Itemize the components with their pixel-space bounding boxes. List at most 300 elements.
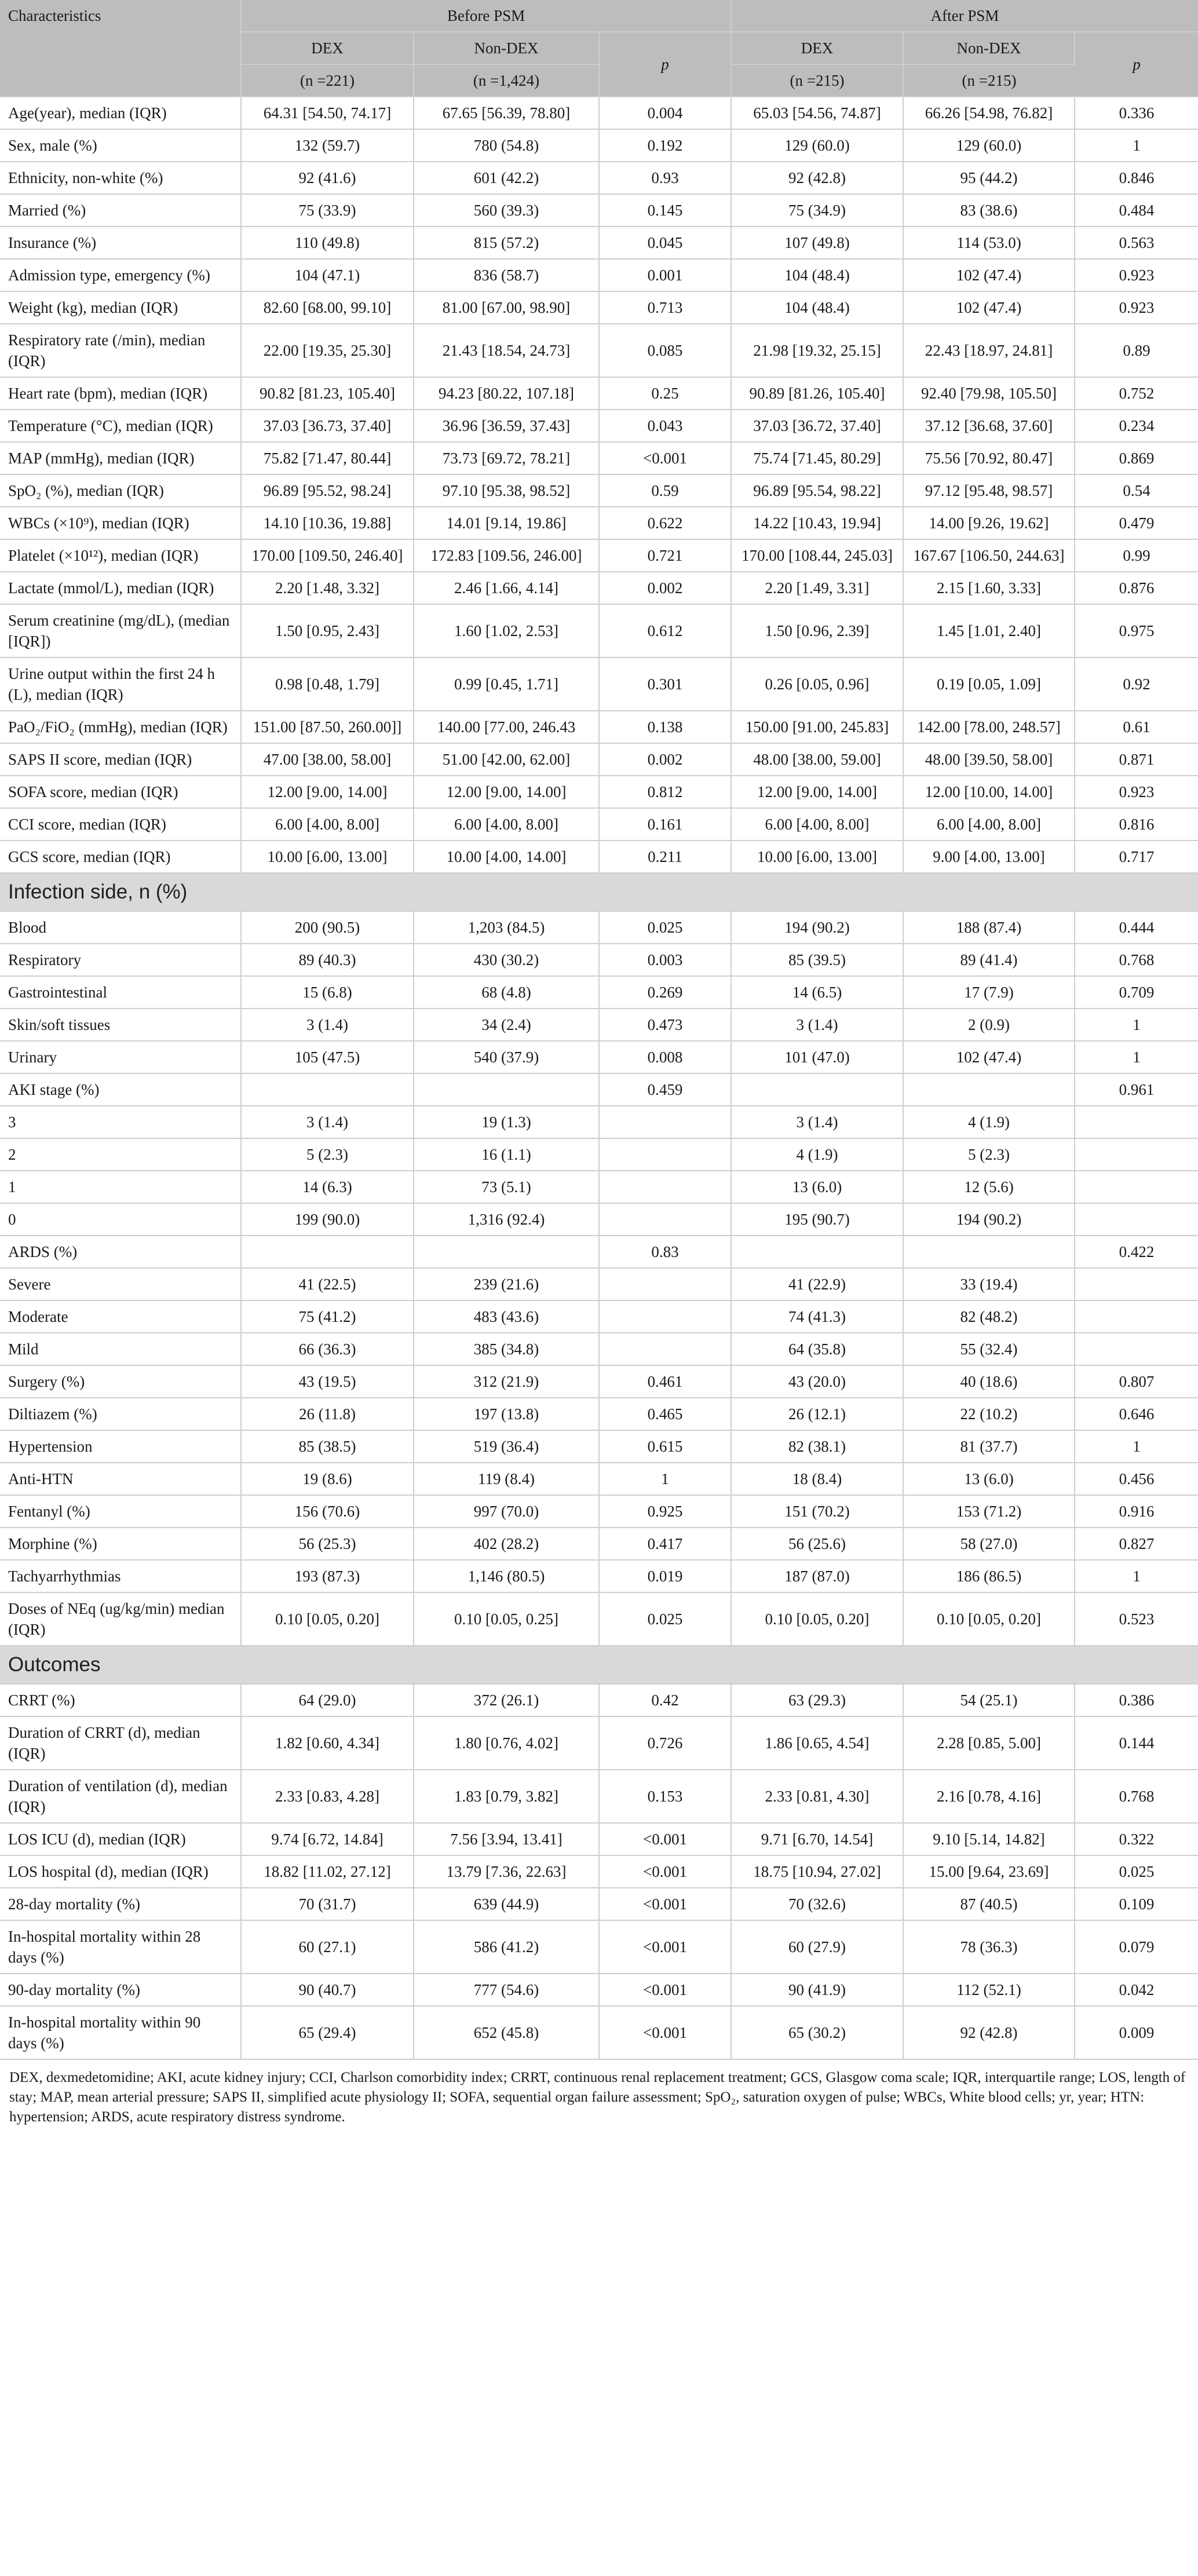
table-cell: 0.269 (599, 976, 731, 1009)
table-cell: 0.043 (599, 410, 731, 442)
table-cell: 3 (1.4) (241, 1106, 414, 1138)
table-cell: 0.563 (1075, 226, 1198, 259)
infection-rows (0, 911, 1198, 1646)
row-label: Mild (0, 1333, 241, 1365)
table-cell: 75 (34.9) (731, 194, 903, 226)
table-cell: 54 (25.1) (903, 1684, 1075, 1716)
table-cell: 96.89 [95.52, 98.24] (241, 474, 414, 507)
table-row (0, 743, 1198, 776)
table-row (0, 776, 1198, 808)
table-cell: 85 (39.5) (731, 944, 903, 976)
table-cell: 2.28 [0.85, 5.00] (903, 1716, 1075, 1770)
table-cell: 92 (42.8) (731, 162, 903, 194)
table-cell: 60 (27.1) (241, 1920, 414, 1974)
table-cell: 68 (4.8) (414, 976, 599, 1009)
table-cell: 14 (6.3) (241, 1171, 414, 1203)
table-row (0, 474, 1198, 507)
table-cell: 104 (48.4) (731, 291, 903, 324)
section-infection-label: Infection side, n (%) (0, 873, 1198, 911)
table-cell: 0.10 [0.05, 0.25] (414, 1592, 599, 1646)
table-cell: <0.001 (599, 2006, 731, 2059)
table-cell: 0.846 (1075, 162, 1198, 194)
table-cell: 997 (70.0) (414, 1495, 599, 1528)
table-row (0, 1138, 1198, 1171)
table-cell: 0.709 (1075, 976, 1198, 1009)
row-label: Respiratory rate (/min), median (IQR) (0, 324, 241, 377)
row-label: Serum creatinine (mg/dL), (median [IQR]) (0, 604, 241, 657)
table-footnote: DEX, dexmedetomidine; AKI, acute kidney injury; CCI, Charlson comorbidity index; CRRT, continuous renal replacement treatment; GCS, Glasgow coma scale; IQR, interquartile range; LOS, length of stay; MAP, mean arterial pressure; SAPS II, simplified acute physiology II; SOFA, sequential organ failure assessment; SpO₂, saturation oxygen of pulse; WBCs, White blood cells; yr, year; HTN: hypertension; ARDS, acute respiratory distress syndrome. (9, 2070, 1186, 2125)
table-cell: 6.00 [4.00, 8.00] (241, 808, 414, 841)
table-cell: 142.00 [78.00, 248.57] (903, 711, 1075, 743)
header-after-p: p (1075, 32, 1198, 97)
table-cell: 0.001 (599, 259, 731, 291)
table-cell: 0.444 (1075, 911, 1198, 944)
table-cell: 0.42 (599, 1684, 731, 1716)
table-cell: 70 (32.6) (731, 1888, 903, 1920)
outcome-rows (0, 1684, 1198, 2059)
table-cell: 0.004 (599, 97, 731, 129)
header-before-psm: Before PSM (241, 0, 731, 32)
header-before-p: p (599, 32, 731, 97)
table-cell: 2.15 [1.60, 3.33] (903, 572, 1075, 604)
table-cell: 0.008 (599, 1041, 731, 1073)
table-row (0, 1495, 1198, 1528)
table-cell: 37.03 [36.73, 37.40] (241, 410, 414, 442)
table-cell: 0.622 (599, 507, 731, 539)
table-cell: 2.20 [1.48, 3.32] (241, 572, 414, 604)
table-cell: 170.00 [108.44, 245.03] (731, 539, 903, 572)
table-row (0, 1333, 1198, 1365)
table-row (0, 1855, 1198, 1888)
table-cell: 102 (47.4) (903, 259, 1075, 291)
table-cell: 0.138 (599, 711, 731, 743)
table-cell: 0.109 (1075, 1888, 1198, 1920)
row-label: Fentanyl (%) (0, 1495, 241, 1528)
table-cell: 0.92 (1075, 657, 1198, 711)
table-cell: 540 (37.9) (414, 1041, 599, 1073)
table-cell: 140.00 [77.00, 246.43 (414, 711, 599, 743)
table-cell: 2.20 [1.49, 3.31] (731, 572, 903, 604)
table-cell: 1,146 (80.5) (414, 1560, 599, 1592)
table-cell: 104 (47.1) (241, 259, 414, 291)
table-cell (1075, 1268, 1198, 1300)
table-cell: <0.001 (599, 1823, 731, 1855)
table-row (0, 1560, 1198, 1592)
table-row (0, 2006, 1198, 2059)
table-cell: 97.10 [95.38, 98.52] (414, 474, 599, 507)
table-cell: 13 (6.0) (731, 1171, 903, 1203)
table-cell: 0.816 (1075, 808, 1198, 841)
row-label: Hypertension (0, 1430, 241, 1463)
table-row (0, 129, 1198, 162)
table-cell: 197 (13.8) (414, 1398, 599, 1430)
table-cell: 22.00 [19.35, 25.30] (241, 324, 414, 377)
section-outcomes-row (0, 1646, 1198, 1684)
table-cell: 0.045 (599, 226, 731, 259)
table-cell: 64 (35.8) (731, 1333, 903, 1365)
table-cell: 34 (2.4) (414, 1009, 599, 1041)
table-cell: 195 (90.7) (731, 1203, 903, 1236)
table-cell: 372 (26.1) (414, 1684, 599, 1716)
table-cell: 0.721 (599, 539, 731, 572)
table-cell (1075, 1333, 1198, 1365)
table-cell: 2.16 [0.78, 4.16] (903, 1770, 1075, 1823)
table-cell (1075, 1203, 1198, 1236)
row-label: 3 (0, 1106, 241, 1138)
row-label: Tachyarrhythmias (0, 1560, 241, 1592)
table-cell: 0.484 (1075, 194, 1198, 226)
header-after-non-dex: Non-DEX (903, 32, 1075, 64)
table-cell: 0.925 (599, 1495, 731, 1528)
table-cell: 1.60 [1.02, 2.53] (414, 604, 599, 657)
table-cell: 75.74 [71.45, 80.29] (731, 442, 903, 474)
table-cell: 1 (1075, 129, 1198, 162)
table-cell: 0.085 (599, 324, 731, 377)
table-cell: 194 (90.2) (731, 911, 903, 944)
table-row (0, 442, 1198, 474)
table-cell: 0.713 (599, 291, 731, 324)
table-cell: 89 (40.3) (241, 944, 414, 976)
table-cell: 13.79 [7.36, 22.63] (414, 1855, 599, 1888)
table-cell: 0.10 [0.05, 0.20] (241, 1592, 414, 1646)
header-characteristics: Characteristics (0, 0, 241, 97)
row-label: Diltiazem (%) (0, 1398, 241, 1430)
table-cell: 0.25 (599, 377, 731, 410)
table-cell: 836 (58.7) (414, 259, 599, 291)
row-label: MAP (mmHg), median (IQR) (0, 442, 241, 474)
header-before-non-dex: Non-DEX (414, 32, 599, 64)
table-cell: 10.00 [4.00, 14.00] (414, 841, 599, 873)
table-cell: 12.00 [9.00, 14.00] (414, 776, 599, 808)
table-cell: 0.99 [0.45, 1.71] (414, 657, 599, 711)
table-cell: 110 (49.8) (241, 226, 414, 259)
row-label: Skin/soft tissues (0, 1009, 241, 1041)
table-cell: 193 (87.3) (241, 1560, 414, 1592)
table-cell: 1.82 [0.60, 4.34] (241, 1716, 414, 1770)
table-cell: 90.82 [81.23, 105.40] (241, 377, 414, 410)
row-label: Morphine (%) (0, 1528, 241, 1560)
table-cell: 21.98 [19.32, 25.15] (731, 324, 903, 377)
table-cell: 187 (87.0) (731, 1560, 903, 1592)
row-label: Severe (0, 1268, 241, 1300)
table-cell: 60 (27.9) (731, 1920, 903, 1974)
table-cell: 12.00 [10.00, 14.00] (903, 776, 1075, 808)
table-cell: 1 (1075, 1430, 1198, 1463)
table-cell: 6.00 [4.00, 8.00] (414, 808, 599, 841)
table-cell: 170.00 [109.50, 246.40] (241, 539, 414, 572)
table-cell: 64.31 [54.50, 74.17] (241, 97, 414, 129)
table-cell: 4 (1.9) (903, 1106, 1075, 1138)
table-cell: 0.812 (599, 776, 731, 808)
table-cell: 9.74 [6.72, 14.84] (241, 1823, 414, 1855)
table-row (0, 1236, 1198, 1268)
table-row (0, 1823, 1198, 1855)
row-label: 0 (0, 1203, 241, 1236)
table-cell: 0.59 (599, 474, 731, 507)
table-cell: 56 (25.6) (731, 1528, 903, 1560)
table-cell: 82 (48.2) (903, 1300, 1075, 1333)
table-row (0, 944, 1198, 976)
table-cell: 10.00 [6.00, 13.00] (241, 841, 414, 873)
table-cell: 26 (11.8) (241, 1398, 414, 1430)
table-cell: 0.871 (1075, 743, 1198, 776)
table-cell: 0.752 (1075, 377, 1198, 410)
table-cell: 239 (21.6) (414, 1268, 599, 1300)
row-label: Married (%) (0, 194, 241, 226)
table-cell: 0.646 (1075, 1398, 1198, 1430)
table-cell: 3 (1.4) (731, 1106, 903, 1138)
table-cell: 0.523 (1075, 1592, 1198, 1646)
table-cell: 75 (41.2) (241, 1300, 414, 1333)
table-cell: 5 (2.3) (903, 1138, 1075, 1171)
table-cell: 14 (6.5) (731, 976, 903, 1009)
table-row (0, 1888, 1198, 1920)
table-row (0, 1268, 1198, 1300)
table-cell: 65.03 [54.56, 74.87] (731, 97, 903, 129)
table-cell: 0.99 (1075, 539, 1198, 572)
table-cell: 172.83 [109.56, 246.00] (414, 539, 599, 572)
row-label: 2 (0, 1138, 241, 1171)
table-cell: 21.43 [18.54, 24.73] (414, 324, 599, 377)
table-cell: <0.001 (599, 442, 731, 474)
row-label: Moderate (0, 1300, 241, 1333)
table-cell: 96.89 [95.54, 98.22] (731, 474, 903, 507)
table-cell: 5 (2.3) (241, 1138, 414, 1171)
table-cell: 0.768 (1075, 944, 1198, 976)
table-cell: 7.56 [3.94, 13.41] (414, 1823, 599, 1855)
row-label: SpO₂ (%), median (IQR) (0, 474, 241, 507)
table-cell: 0.612 (599, 604, 731, 657)
table-cell: 12.00 [9.00, 14.00] (731, 776, 903, 808)
table-cell (903, 1236, 1075, 1268)
table-row (0, 657, 1198, 711)
table-cell: 815 (57.2) (414, 226, 599, 259)
table-row (0, 572, 1198, 604)
table-cell: 9.71 [6.70, 14.54] (731, 1823, 903, 1855)
table-cell: 586 (41.2) (414, 1920, 599, 1974)
table-cell: 19 (1.3) (414, 1106, 599, 1138)
table-cell: 33 (19.4) (903, 1268, 1075, 1300)
table-cell: 6.00 [4.00, 8.00] (903, 808, 1075, 841)
table-cell: 0.876 (1075, 572, 1198, 604)
table-row (0, 808, 1198, 841)
table-cell: 12 (5.6) (903, 1171, 1075, 1203)
table-cell: 0.153 (599, 1770, 731, 1823)
table-cell: 132 (59.7) (241, 129, 414, 162)
table-cell: 402 (28.2) (414, 1528, 599, 1560)
table-row (0, 1073, 1198, 1106)
table-cell: 112 (52.1) (903, 1974, 1075, 2006)
table-cell: 0.54 (1075, 474, 1198, 507)
table-cell: 0.003 (599, 944, 731, 976)
table-cell: 652 (45.8) (414, 2006, 599, 2059)
row-label: Surgery (%) (0, 1365, 241, 1398)
table-cell: 0.025 (599, 1592, 731, 1646)
table-cell: 1.50 [0.95, 2.43] (241, 604, 414, 657)
header-after-non-dex-n: (n =215) (903, 64, 1075, 97)
header-after-psm: After PSM (731, 0, 1198, 32)
section-outcomes-label: Outcomes (0, 1646, 1198, 1684)
table-cell: 0.002 (599, 572, 731, 604)
table-cell: 119 (8.4) (414, 1463, 599, 1495)
table-cell: 0.144 (1075, 1716, 1198, 1770)
table-cell: 1.86 [0.65, 4.54] (731, 1716, 903, 1770)
row-label: GCS score, median (IQR) (0, 841, 241, 873)
table-cell: 41 (22.9) (731, 1268, 903, 1300)
table-cell: 0.869 (1075, 442, 1198, 474)
table-cell: 194 (90.2) (903, 1203, 1075, 1236)
table-cell: 97.12 [95.48, 98.57] (903, 474, 1075, 507)
table-cell (1075, 1138, 1198, 1171)
row-label: ARDS (%) (0, 1236, 241, 1268)
table-cell: 82 (38.1) (731, 1430, 903, 1463)
table-row (0, 1203, 1198, 1236)
table-cell: 18.75 [10.94, 27.02] (731, 1855, 903, 1888)
table-row (0, 1398, 1198, 1430)
row-label: In-hospital mortality within 28 days (%) (0, 1920, 241, 1974)
table-row (0, 1300, 1198, 1333)
table-row (0, 259, 1198, 291)
table-cell: 37.12 [36.68, 37.60] (903, 410, 1075, 442)
table-cell: 9.00 [4.00, 13.00] (903, 841, 1075, 873)
table-cell (731, 1073, 903, 1106)
table-cell: 0.615 (599, 1430, 731, 1463)
table-row (0, 1974, 1198, 2006)
table-cell: 0.726 (599, 1716, 731, 1770)
table-cell: 151.00 [87.50, 260.00]] (241, 711, 414, 743)
table-cell: 0.89 (1075, 324, 1198, 377)
table-cell: 188 (87.4) (903, 911, 1075, 944)
table-cell: 151 (70.2) (731, 1495, 903, 1528)
table-cell: 92 (41.6) (241, 162, 414, 194)
table-cell: 19 (8.6) (241, 1463, 414, 1495)
table-cell: 0.827 (1075, 1528, 1198, 1560)
table-cell: 0.961 (1075, 1073, 1198, 1106)
table-cell: 0.10 [0.05, 0.20] (731, 1592, 903, 1646)
table-cell: 18.82 [11.02, 27.12] (241, 1855, 414, 1888)
row-label: Anti-HTN (0, 1463, 241, 1495)
table-cell: 22 (10.2) (903, 1398, 1075, 1430)
row-label: LOS hospital (d), median (IQR) (0, 1855, 241, 1888)
table-cell: 75 (33.9) (241, 194, 414, 226)
table-cell: 65 (30.2) (731, 2006, 903, 2059)
table-row (0, 1171, 1198, 1203)
table-cell: 90 (40.7) (241, 1974, 414, 2006)
table-cell: 0.009 (1075, 2006, 1198, 2059)
table-cell: 66.26 [54.98, 76.82] (903, 97, 1075, 129)
table-cell: 1,203 (84.5) (414, 911, 599, 944)
table-cell (1075, 1171, 1198, 1203)
table-cell: 519 (36.4) (414, 1430, 599, 1463)
table-cell: 639 (44.9) (414, 1888, 599, 1920)
table-cell (1075, 1300, 1198, 1333)
table-cell: 43 (20.0) (731, 1365, 903, 1398)
table-row (0, 410, 1198, 442)
table-cell: 483 (43.6) (414, 1300, 599, 1333)
table-cell (241, 1236, 414, 1268)
table-cell: 129 (60.0) (731, 129, 903, 162)
table-cell (599, 1268, 731, 1300)
table-cell: 51.00 [42.00, 62.00] (414, 743, 599, 776)
table-cell: 87 (40.5) (903, 1888, 1075, 1920)
table-row (0, 711, 1198, 743)
table-row (0, 1920, 1198, 1974)
table-cell: 0.025 (1075, 1855, 1198, 1888)
row-label: Urine output within the first 24 h (L), median (IQR) (0, 657, 241, 711)
table-cell: 14.22 [10.43, 19.94] (731, 507, 903, 539)
table-cell: 73.73 [69.72, 78.21] (414, 442, 599, 474)
table-cell: 14.01 [9.14, 19.86] (414, 507, 599, 539)
table-cell: 82.60 [68.00, 99.10] (241, 291, 414, 324)
table-cell: 0.002 (599, 743, 731, 776)
table-cell: 107 (49.8) (731, 226, 903, 259)
table-cell: 0.768 (1075, 1770, 1198, 1823)
row-label: WBCs (×10⁹), median (IQR) (0, 507, 241, 539)
table-cell: 1,316 (92.4) (414, 1203, 599, 1236)
table-row (0, 1009, 1198, 1041)
table-cell: 81.00 [67.00, 98.90] (414, 291, 599, 324)
row-label: CRRT (%) (0, 1684, 241, 1716)
table-cell: 15.00 [9.64, 23.69] (903, 1855, 1075, 1888)
table-cell: 0.386 (1075, 1684, 1198, 1716)
table-cell: 75.56 [70.92, 80.47] (903, 442, 1075, 474)
table-cell: 94.23 [80.22, 107.18] (414, 377, 599, 410)
table-cell: 17 (7.9) (903, 976, 1075, 1009)
table-cell: 0.93 (599, 162, 731, 194)
table-cell: 74 (41.3) (731, 1300, 903, 1333)
table-cell: 0.923 (1075, 259, 1198, 291)
table-cell: 2.33 [0.83, 4.28] (241, 1770, 414, 1823)
baseline-rows (0, 97, 1198, 873)
table-cell: 18 (8.4) (731, 1463, 903, 1495)
table-cell: 3 (1.4) (241, 1009, 414, 1041)
table-cell: 0.98 [0.48, 1.79] (241, 657, 414, 711)
table-cell: 0.10 [0.05, 0.20] (903, 1592, 1075, 1646)
table-cell: 64 (29.0) (241, 1684, 414, 1716)
table-cell: 14.00 [9.26, 19.62] (903, 507, 1075, 539)
row-label: Weight (kg), median (IQR) (0, 291, 241, 324)
table-cell: 22.43 [18.97, 24.81] (903, 324, 1075, 377)
table-cell: 0.422 (1075, 1236, 1198, 1268)
table-row (0, 1528, 1198, 1560)
table-cell: 2.33 [0.81, 4.30] (731, 1770, 903, 1823)
table-cell (599, 1333, 731, 1365)
table-cell: 104 (48.4) (731, 259, 903, 291)
table-cell: 101 (47.0) (731, 1041, 903, 1073)
row-label: Respiratory (0, 944, 241, 976)
table-cell: 0.923 (1075, 291, 1198, 324)
table-cell: 78 (36.3) (903, 1920, 1075, 1974)
table-cell: 3 (1.4) (731, 1009, 903, 1041)
row-label: Heart rate (bpm), median (IQR) (0, 377, 241, 410)
table-cell: <0.001 (599, 1974, 731, 2006)
table-row (0, 1365, 1198, 1398)
table-row (0, 1770, 1198, 1823)
table-row (0, 1684, 1198, 1716)
row-label: Doses of NEq (ug/kg/min) median (IQR) (0, 1592, 241, 1646)
row-label: Sex, male (%) (0, 129, 241, 162)
table-cell: 114 (53.0) (903, 226, 1075, 259)
table-cell: 150.00 [91.00, 245.83] (731, 711, 903, 743)
table-cell: 95 (44.2) (903, 162, 1075, 194)
table-cell: 156 (70.6) (241, 1495, 414, 1528)
row-label: 28-day mortality (%) (0, 1888, 241, 1920)
table-cell: 102 (47.4) (903, 1041, 1075, 1073)
table-cell: 1.80 [0.76, 4.02] (414, 1716, 599, 1770)
header-after-dex: DEX (731, 32, 903, 64)
row-label: Gastrointestinal (0, 976, 241, 1009)
table-cell (731, 1236, 903, 1268)
